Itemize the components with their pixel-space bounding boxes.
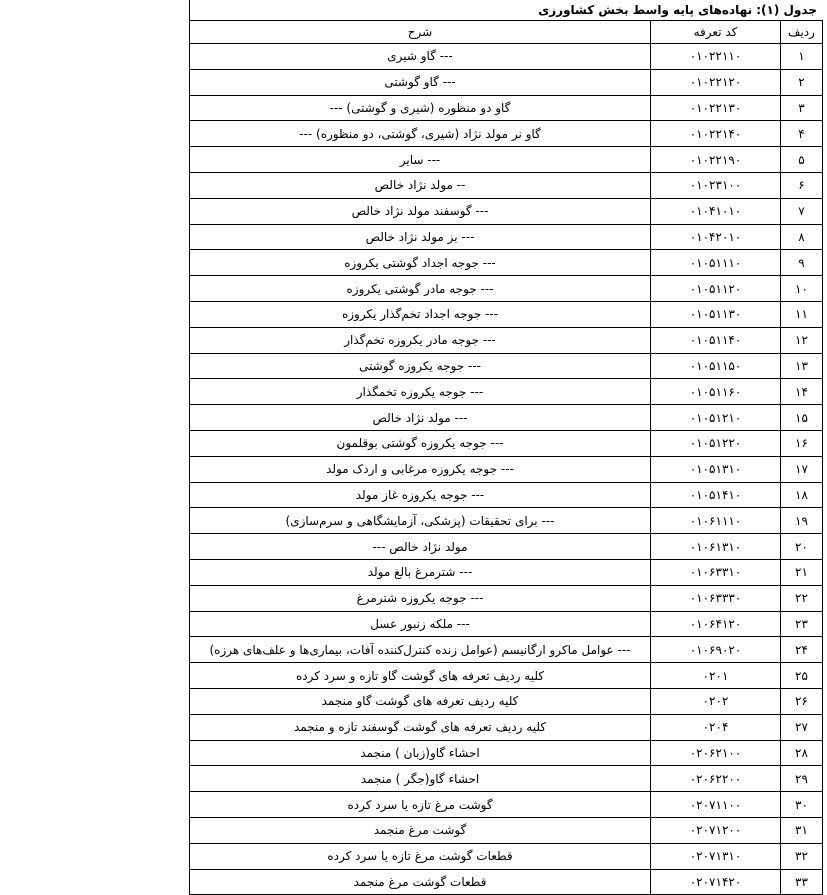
row-number: ۲۲ bbox=[781, 585, 823, 611]
table-row bbox=[190, 224, 823, 250]
row-number: ۱۶ bbox=[781, 430, 823, 456]
row-number: ۱۱ bbox=[781, 301, 823, 327]
header-description: شرح bbox=[190, 21, 651, 44]
row-number: ۲۷ bbox=[781, 714, 823, 740]
row-number: ۳۰ bbox=[781, 792, 823, 818]
row-description: --- عوامل ماکرو ارگانیسم (عوامل زنده کنترل‌کننده آفات، بیماری‌ها و علف‌های هرزه) bbox=[190, 637, 651, 663]
tariff-code: ۰۱۰۲۲۱۲۰ bbox=[651, 69, 781, 95]
row-description: --- ملکه زنبور عسل bbox=[190, 611, 651, 637]
tariff-code: ۰۱۰۲۳۱۰۰ bbox=[651, 172, 781, 198]
row-number: ۱۲ bbox=[781, 327, 823, 353]
table-row bbox=[190, 327, 823, 353]
table-row bbox=[190, 147, 823, 173]
tariff-code: ۰۱۰۲۲۱۱۰ bbox=[651, 44, 781, 70]
table-row bbox=[190, 121, 823, 147]
tariff-code: ۰۲۰۷۱۳۱۰ bbox=[651, 843, 781, 869]
row-description: کلیه ردیف تعرفه های گوشت گاو منجمد bbox=[190, 688, 651, 714]
row-number: ۴ bbox=[781, 121, 823, 147]
tariff-code: ۰۲۰۲ bbox=[651, 688, 781, 714]
table-row bbox=[190, 663, 823, 689]
row-description: --- جوجه یکروزه غاز مولد bbox=[190, 482, 651, 508]
row-description: قطعات گوشت مرغ منجمد bbox=[190, 869, 651, 895]
table-row bbox=[190, 301, 823, 327]
tariff-code: ۰۱۰۶۹۰۲۰ bbox=[651, 637, 781, 663]
row-description: قطعات گوشت مرغ تازه یا سرد کرده bbox=[190, 843, 651, 869]
tariff-code: ۰۲۰۴ bbox=[651, 714, 781, 740]
table-row bbox=[190, 276, 823, 302]
table-row bbox=[190, 379, 823, 405]
tariff-code: ۰۲۰۷۱۱۰۰ bbox=[651, 792, 781, 818]
row-description: مولد نژاد خالص --- bbox=[190, 534, 651, 560]
row-number: ۱۷ bbox=[781, 456, 823, 482]
tariff-code: ۰۱۰۲۲۱۳۰ bbox=[651, 95, 781, 121]
row-number: ۱۸ bbox=[781, 482, 823, 508]
table-title: جدول (۱): نهاده‌های پایه واسط بخش کشاورزی bbox=[189, 0, 823, 20]
tariff-code: ۰۱۰۵۱۱۶۰ bbox=[651, 379, 781, 405]
table-row bbox=[190, 69, 823, 95]
table-row bbox=[190, 740, 823, 766]
row-number: ۱۹ bbox=[781, 508, 823, 534]
row-description: --- مولد نژاد خالص bbox=[190, 405, 651, 431]
row-description: --- جوجه یکروزه گوشتی بوقلمون bbox=[190, 430, 651, 456]
tariff-code: ۰۱۰۵۱۳۱۰ bbox=[651, 456, 781, 482]
tariff-code: ۰۲۰۷۱۲۰۰ bbox=[651, 817, 781, 843]
row-number: ۵ bbox=[781, 147, 823, 173]
row-description: --- گاو شیری bbox=[190, 44, 651, 70]
tariff-code: ۰۱۰۶۱۳۱۰ bbox=[651, 534, 781, 560]
row-description: احشاء گاو(زبان ) منجمد bbox=[190, 740, 651, 766]
document-page bbox=[189, 0, 823, 889]
row-number: ۲ bbox=[781, 69, 823, 95]
table-row bbox=[190, 172, 823, 198]
row-description: --- جوجه یکروزه مرغابی و اردک مولد bbox=[190, 456, 651, 482]
header-row-number: ردیف bbox=[781, 21, 823, 44]
table-row bbox=[190, 611, 823, 637]
tariff-code: ۰۲۰۶۲۱۰۰ bbox=[651, 740, 781, 766]
tariff-code: ۰۲۰۱ bbox=[651, 663, 781, 689]
row-number: ۹ bbox=[781, 250, 823, 276]
row-description: --- جوجه مادر یکروزه تخم‌گذار bbox=[190, 327, 651, 353]
table-row bbox=[190, 198, 823, 224]
tariff-code: ۰۱۰۲۲۱۴۰ bbox=[651, 121, 781, 147]
tariff-code: ۰۱۰۴۱۰۱۰ bbox=[651, 198, 781, 224]
row-description: --- شترمرغ بالغ مولد bbox=[190, 559, 651, 585]
table-row bbox=[190, 869, 823, 895]
tariff-code: ۰۲۰۶۲۲۰۰ bbox=[651, 766, 781, 792]
row-number: ۳۲ bbox=[781, 843, 823, 869]
row-description: --- بز مولد نژاد خالص bbox=[190, 224, 651, 250]
table-row bbox=[190, 250, 823, 276]
tariff-table bbox=[189, 20, 823, 895]
table-header-row bbox=[190, 21, 823, 44]
row-number: ۲۸ bbox=[781, 740, 823, 766]
row-number: ۲۰ bbox=[781, 534, 823, 560]
table-row bbox=[190, 353, 823, 379]
tariff-code: ۰۱۰۵۱۱۲۰ bbox=[651, 276, 781, 302]
row-number: ۲۳ bbox=[781, 611, 823, 637]
row-number: ۲۱ bbox=[781, 559, 823, 585]
row-number: ۷ bbox=[781, 198, 823, 224]
row-description: --- گوسفند مولد نژاد خالص bbox=[190, 198, 651, 224]
row-number: ۱۴ bbox=[781, 379, 823, 405]
tariff-code: ۰۱۰۵۱۱۳۰ bbox=[651, 301, 781, 327]
row-description: --- سایر bbox=[190, 147, 651, 173]
row-description: --- جوجه یکروزه تخمگذار bbox=[190, 379, 651, 405]
row-number: ۱۳ bbox=[781, 353, 823, 379]
table-row bbox=[190, 534, 823, 560]
tariff-code: ۰۱۰۵۱۱۴۰ bbox=[651, 327, 781, 353]
row-description: گاو دو منظوره (شیری و گوشتی) --- bbox=[190, 95, 651, 121]
row-number: ۶ bbox=[781, 172, 823, 198]
tariff-code: ۰۱۰۶۳۳۳۰ bbox=[651, 585, 781, 611]
row-number: ۲۶ bbox=[781, 688, 823, 714]
tariff-code: ۰۱۰۴۲۰۱۰ bbox=[651, 224, 781, 250]
table-row bbox=[190, 714, 823, 740]
tariff-code: ۰۱۰۵۱۱۵۰ bbox=[651, 353, 781, 379]
table-row bbox=[190, 688, 823, 714]
table-row bbox=[190, 559, 823, 585]
row-number: ۸ bbox=[781, 224, 823, 250]
table-row bbox=[190, 766, 823, 792]
tariff-code: ۰۱۰۶۱۱۱۰ bbox=[651, 508, 781, 534]
table-row bbox=[190, 44, 823, 70]
row-number: ۲۴ bbox=[781, 637, 823, 663]
tariff-code: ۰۱۰۵۱۲۲۰ bbox=[651, 430, 781, 456]
table-row bbox=[190, 792, 823, 818]
row-description: --- گاو گوشتی bbox=[190, 69, 651, 95]
tariff-code: ۰۱۰۲۲۱۹۰ bbox=[651, 147, 781, 173]
tariff-code: ۰۱۰۶۴۱۲۰ bbox=[651, 611, 781, 637]
row-description: کلیه ردیف تعرفه های گوشت گوسفند تازه و منجمد bbox=[190, 714, 651, 740]
row-number: ۲۵ bbox=[781, 663, 823, 689]
row-number: ۳ bbox=[781, 95, 823, 121]
row-description: --- جوجه مادر گوشتی یکروزه bbox=[190, 276, 651, 302]
table-row bbox=[190, 482, 823, 508]
row-description: --- جوجه یکروزه شترمرغ bbox=[190, 585, 651, 611]
header-tariff-code: کد تعرفه bbox=[651, 21, 781, 44]
tariff-code: ۰۱۰۵۱۱۱۰ bbox=[651, 250, 781, 276]
row-description: گاو نر مولد نژاد (شیری، گوشتی، دو منظوره) --- bbox=[190, 121, 651, 147]
row-description: -- مولد نژاد خالص bbox=[190, 172, 651, 198]
tariff-code: ۰۱۰۵۱۲۱۰ bbox=[651, 405, 781, 431]
table-row bbox=[190, 843, 823, 869]
row-number: ۲۹ bbox=[781, 766, 823, 792]
row-description: کلیه ردیف تعرفه های گوشت گاو تازه و سرد کرده bbox=[190, 663, 651, 689]
row-number: ۱۵ bbox=[781, 405, 823, 431]
table-row bbox=[190, 95, 823, 121]
table-row bbox=[190, 817, 823, 843]
row-description: --- برای تحقیقات (پزشکی، آزمایشگاهی و سرم‌سازی) bbox=[190, 508, 651, 534]
row-number: ۱۰ bbox=[781, 276, 823, 302]
table-row bbox=[190, 405, 823, 431]
table-row bbox=[190, 430, 823, 456]
table-row bbox=[190, 585, 823, 611]
table-row bbox=[190, 508, 823, 534]
tariff-code: ۰۱۰۵۱۴۱۰ bbox=[651, 482, 781, 508]
table-row bbox=[190, 456, 823, 482]
row-description: --- جوجه اجداد گوشتی یکروزه bbox=[190, 250, 651, 276]
row-number: ۱ bbox=[781, 44, 823, 70]
tariff-code: ۰۱۰۶۳۳۱۰ bbox=[651, 559, 781, 585]
row-description: گوشت مرغ تازه یا سرد کرده bbox=[190, 792, 651, 818]
row-description: گوشت مرغ منجمد bbox=[190, 817, 651, 843]
table-row bbox=[190, 637, 823, 663]
row-number: ۳۳ bbox=[781, 869, 823, 895]
row-description: --- جوجه اجداد تخم‌گذار یکروزه bbox=[190, 301, 651, 327]
table-body bbox=[190, 44, 823, 895]
row-description: احشاء گاو(جگر ) منجمد bbox=[190, 766, 651, 792]
row-description: --- جوجه یکروزه گوشتی bbox=[190, 353, 651, 379]
row-number: ۳۱ bbox=[781, 817, 823, 843]
tariff-code: ۰۲۰۷۱۴۲۰ bbox=[651, 869, 781, 895]
